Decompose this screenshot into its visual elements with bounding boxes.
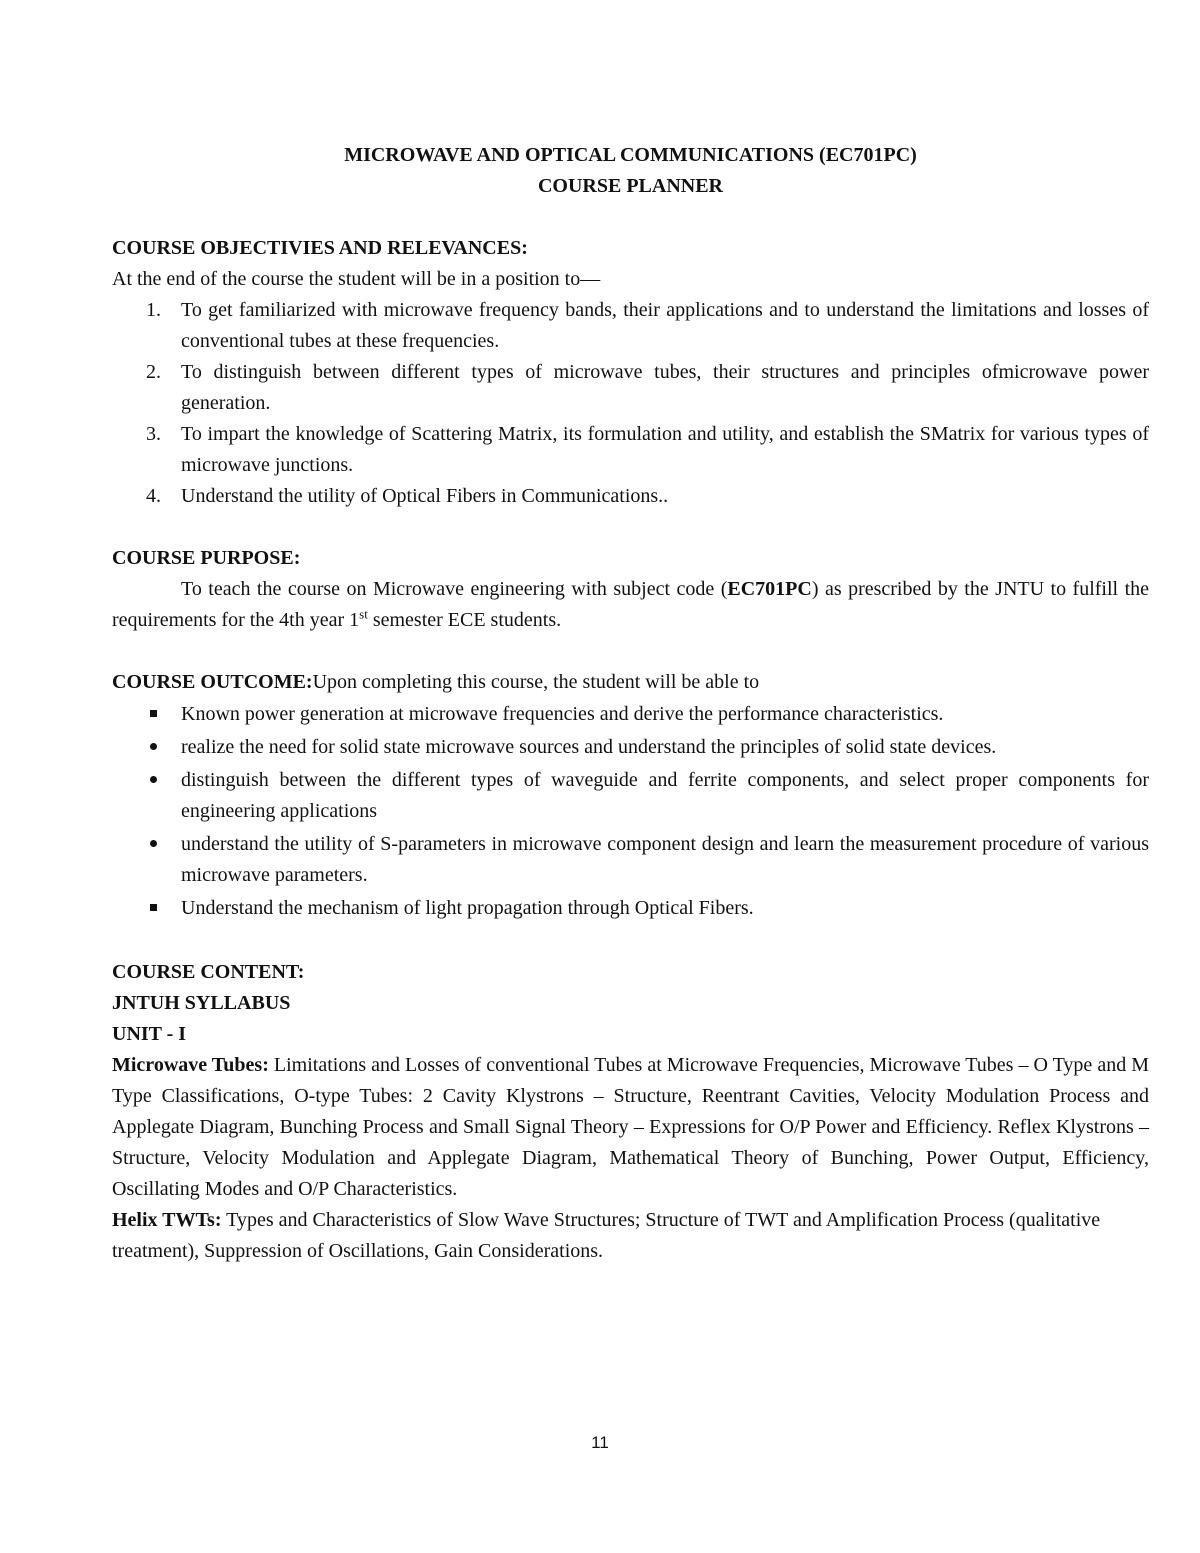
list-item [112,893,1149,924]
list-item-text: Understand the mechanism of light propagation through Optical Fibers. [181,897,754,919]
microwave-tubes-text: Limitations and Losses of conventional Tubes at Microwave Frequencies, Microwave Tubes – O Type and M Type Classifications, O-type Tubes: 2 Cavity Klystrons – Structure, Reentrant Cavities, Velocity Modulation Process and Applegate Diagram, Bunching Process and Small Signal Theory – Expressions for O/P Power and Efficiency. Reflex Klystrons – Structure, Velocity Modulation and Applegate Diagram, Mathematical Theory of Bunching, Power Output, Efficiency, Oscillating Modes and O/P Characteristics. [112,1054,1150,1200]
outcome-heading: COURSE OUTCOME: [112,671,313,693]
document-title: MICROWAVE AND OPTICAL COMMUNICATIONS (EC701PC) [344,144,917,166]
list-item-text: Understand the utility of Optical Fibers in Communications.. [181,485,669,507]
document-page [112,140,1149,1267]
list-item [112,765,1149,827]
syllabus-heading: JNTUH SYLLABUS [112,992,291,1014]
objectives-intro: At the end of the course the student will be in a position to— [112,268,601,290]
round-bullet-icon [150,776,157,783]
list-number: 2. [146,361,161,383]
list-number: 4. [146,485,161,507]
list-item [112,419,1149,481]
list-item-text: realize the need for solid state microwave sources and understand the principles of solid state devices. [181,736,997,758]
round-bullet-icon [150,840,157,847]
purpose-text-c: semester ECE students. [367,609,562,631]
purpose-paragraph [112,574,1149,636]
microwave-tubes-label: Microwave Tubes: [112,1054,269,1076]
square-bullet-icon [150,710,157,717]
purpose-text-a: To teach the course on Microwave engineering with subject code ( [181,578,728,600]
list-item-text: distinguish between the different types of waveguide and ferrite components, and select proper components for engineering applications [181,769,1149,822]
list-item [112,829,1149,891]
helix-twt-label: Helix TWTs: [112,1209,222,1231]
list-item [112,699,1149,730]
list-number: 3. [146,423,161,445]
page-number: 11 [591,1433,609,1452]
list-item [112,481,1149,512]
objectives-list [112,295,1149,512]
helix-twt-text: Types and Characteristics of Slow Wave Structures; Structure of TWT and Amplification Process (qualitative treatment), Suppression of Oscillations, Gain Considerations. [112,1209,1101,1262]
list-item-text: To impart the knowledge of Scattering Matrix, its formulation and utility, and establish the SMatrix for various types of microwave junctions. [181,423,1149,476]
superscript: st [359,606,368,622]
list-item [112,357,1149,419]
outcome-intro: Upon completing this course, the student will be able to [312,671,760,693]
list-item-text: To get familiarized with microwave frequency bands, their applications and to understand the limitations and losses of conventional tubes at these frequencies. [181,299,1149,352]
purpose-text-b: ) as prescribed by the JNTU to fulfill the requirements for the 4th year 1 [112,578,1149,631]
objectives-heading: COURSE OBJECTIVIES AND RELEVANCES: [112,237,528,259]
document-subtitle: COURSE PLANNER [537,175,724,197]
unit-heading: UNIT - I [112,1023,187,1045]
microwave-tubes-paragraph [112,1050,1149,1205]
list-number: 1. [146,299,161,321]
list-item [112,295,1149,357]
list-item-text: understand the utility of S-parameters in microwave component design and learn the measurement procedure of various microwave parameters. [181,833,1149,886]
outcomes-list [112,699,1149,924]
outcome-line [112,667,1149,698]
purpose-heading: COURSE PURPOSE: [112,547,301,569]
list-item [112,732,1149,763]
list-item-text: To distinguish between different types of microwave tubes, their structures and principles ofmicrowave power generation. [181,361,1149,414]
square-bullet-icon [150,904,157,911]
subject-code: EC701PC [727,578,812,600]
list-item-text: Known power generation at microwave frequencies and derive the performance characteristics. [181,703,944,725]
content-heading: COURSE CONTENT: [112,961,305,983]
round-bullet-icon [150,743,157,750]
helix-twt-paragraph [112,1205,1149,1267]
